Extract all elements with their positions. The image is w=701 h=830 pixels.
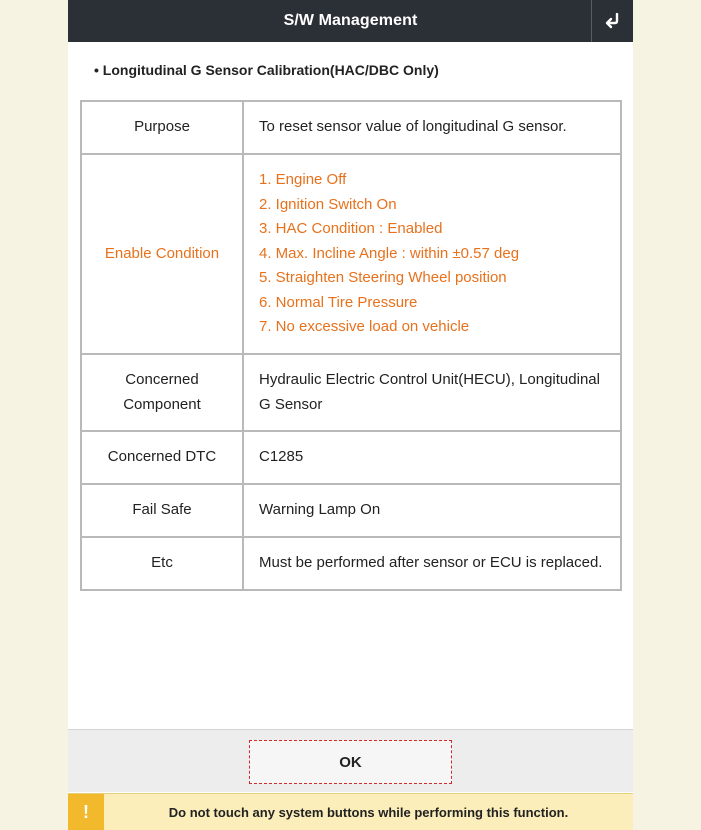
- row-value: To reset sensor value of longitudinal G sensor.: [243, 101, 621, 154]
- row-label: Concerned DTC: [81, 431, 243, 484]
- table-row-enable-condition: [81, 154, 621, 354]
- table-row-etc: [81, 537, 621, 590]
- sw-management-window: [68, 0, 633, 830]
- row-label: Fail Safe: [81, 484, 243, 537]
- return-arrow-icon: [604, 13, 622, 29]
- calibration-info-table: [80, 100, 622, 591]
- row-label: Etc: [81, 537, 243, 590]
- exclamation-icon: !: [68, 794, 104, 830]
- window-title: S/W Management: [283, 12, 418, 29]
- table-row-concerned-dtc: [81, 431, 621, 484]
- warning-bar: [68, 793, 633, 830]
- section-title: • Longitudinal G Sensor Calibration(HAC/DBC Only): [94, 62, 439, 78]
- condition-item: 6. Normal Tire Pressure: [259, 293, 418, 311]
- condition-item: 7. No excessive load on vehicle: [259, 318, 470, 336]
- row-label: Concerned Component: [81, 354, 243, 431]
- dialog-footer: [68, 729, 633, 792]
- row-value: Hydraulic Electric Control Unit(HECU), Longitudinal G Sensor: [243, 354, 621, 431]
- warning-message: Do not touch any system buttons while performing this function.: [168, 804, 569, 820]
- row-value: Must be performed after sensor or ECU is replaced.: [243, 537, 621, 590]
- row-value: Warning Lamp On: [243, 484, 621, 537]
- table-row-fail-safe: [81, 484, 621, 537]
- row-label: Purpose: [81, 101, 243, 154]
- ok-button[interactable]: OK: [249, 740, 452, 784]
- back-button[interactable]: [591, 0, 633, 42]
- condition-item: 2. Ignition Switch On: [259, 195, 397, 213]
- title-bar: [68, 0, 633, 42]
- condition-item: 5. Straighten Steering Wheel position: [259, 269, 507, 287]
- table-row-concerned-component: [81, 354, 621, 431]
- condition-item: 3. HAC Condition : Enabled: [259, 220, 443, 238]
- table-row-purpose: [81, 101, 621, 154]
- row-label: Enable Condition: [81, 154, 243, 354]
- row-value: C1285: [243, 431, 621, 484]
- condition-item: 4. Max. Incline Angle : within ±0.57 deg: [259, 244, 520, 262]
- condition-item: 1. Engine Off: [259, 171, 347, 189]
- enable-condition-list: [243, 154, 621, 354]
